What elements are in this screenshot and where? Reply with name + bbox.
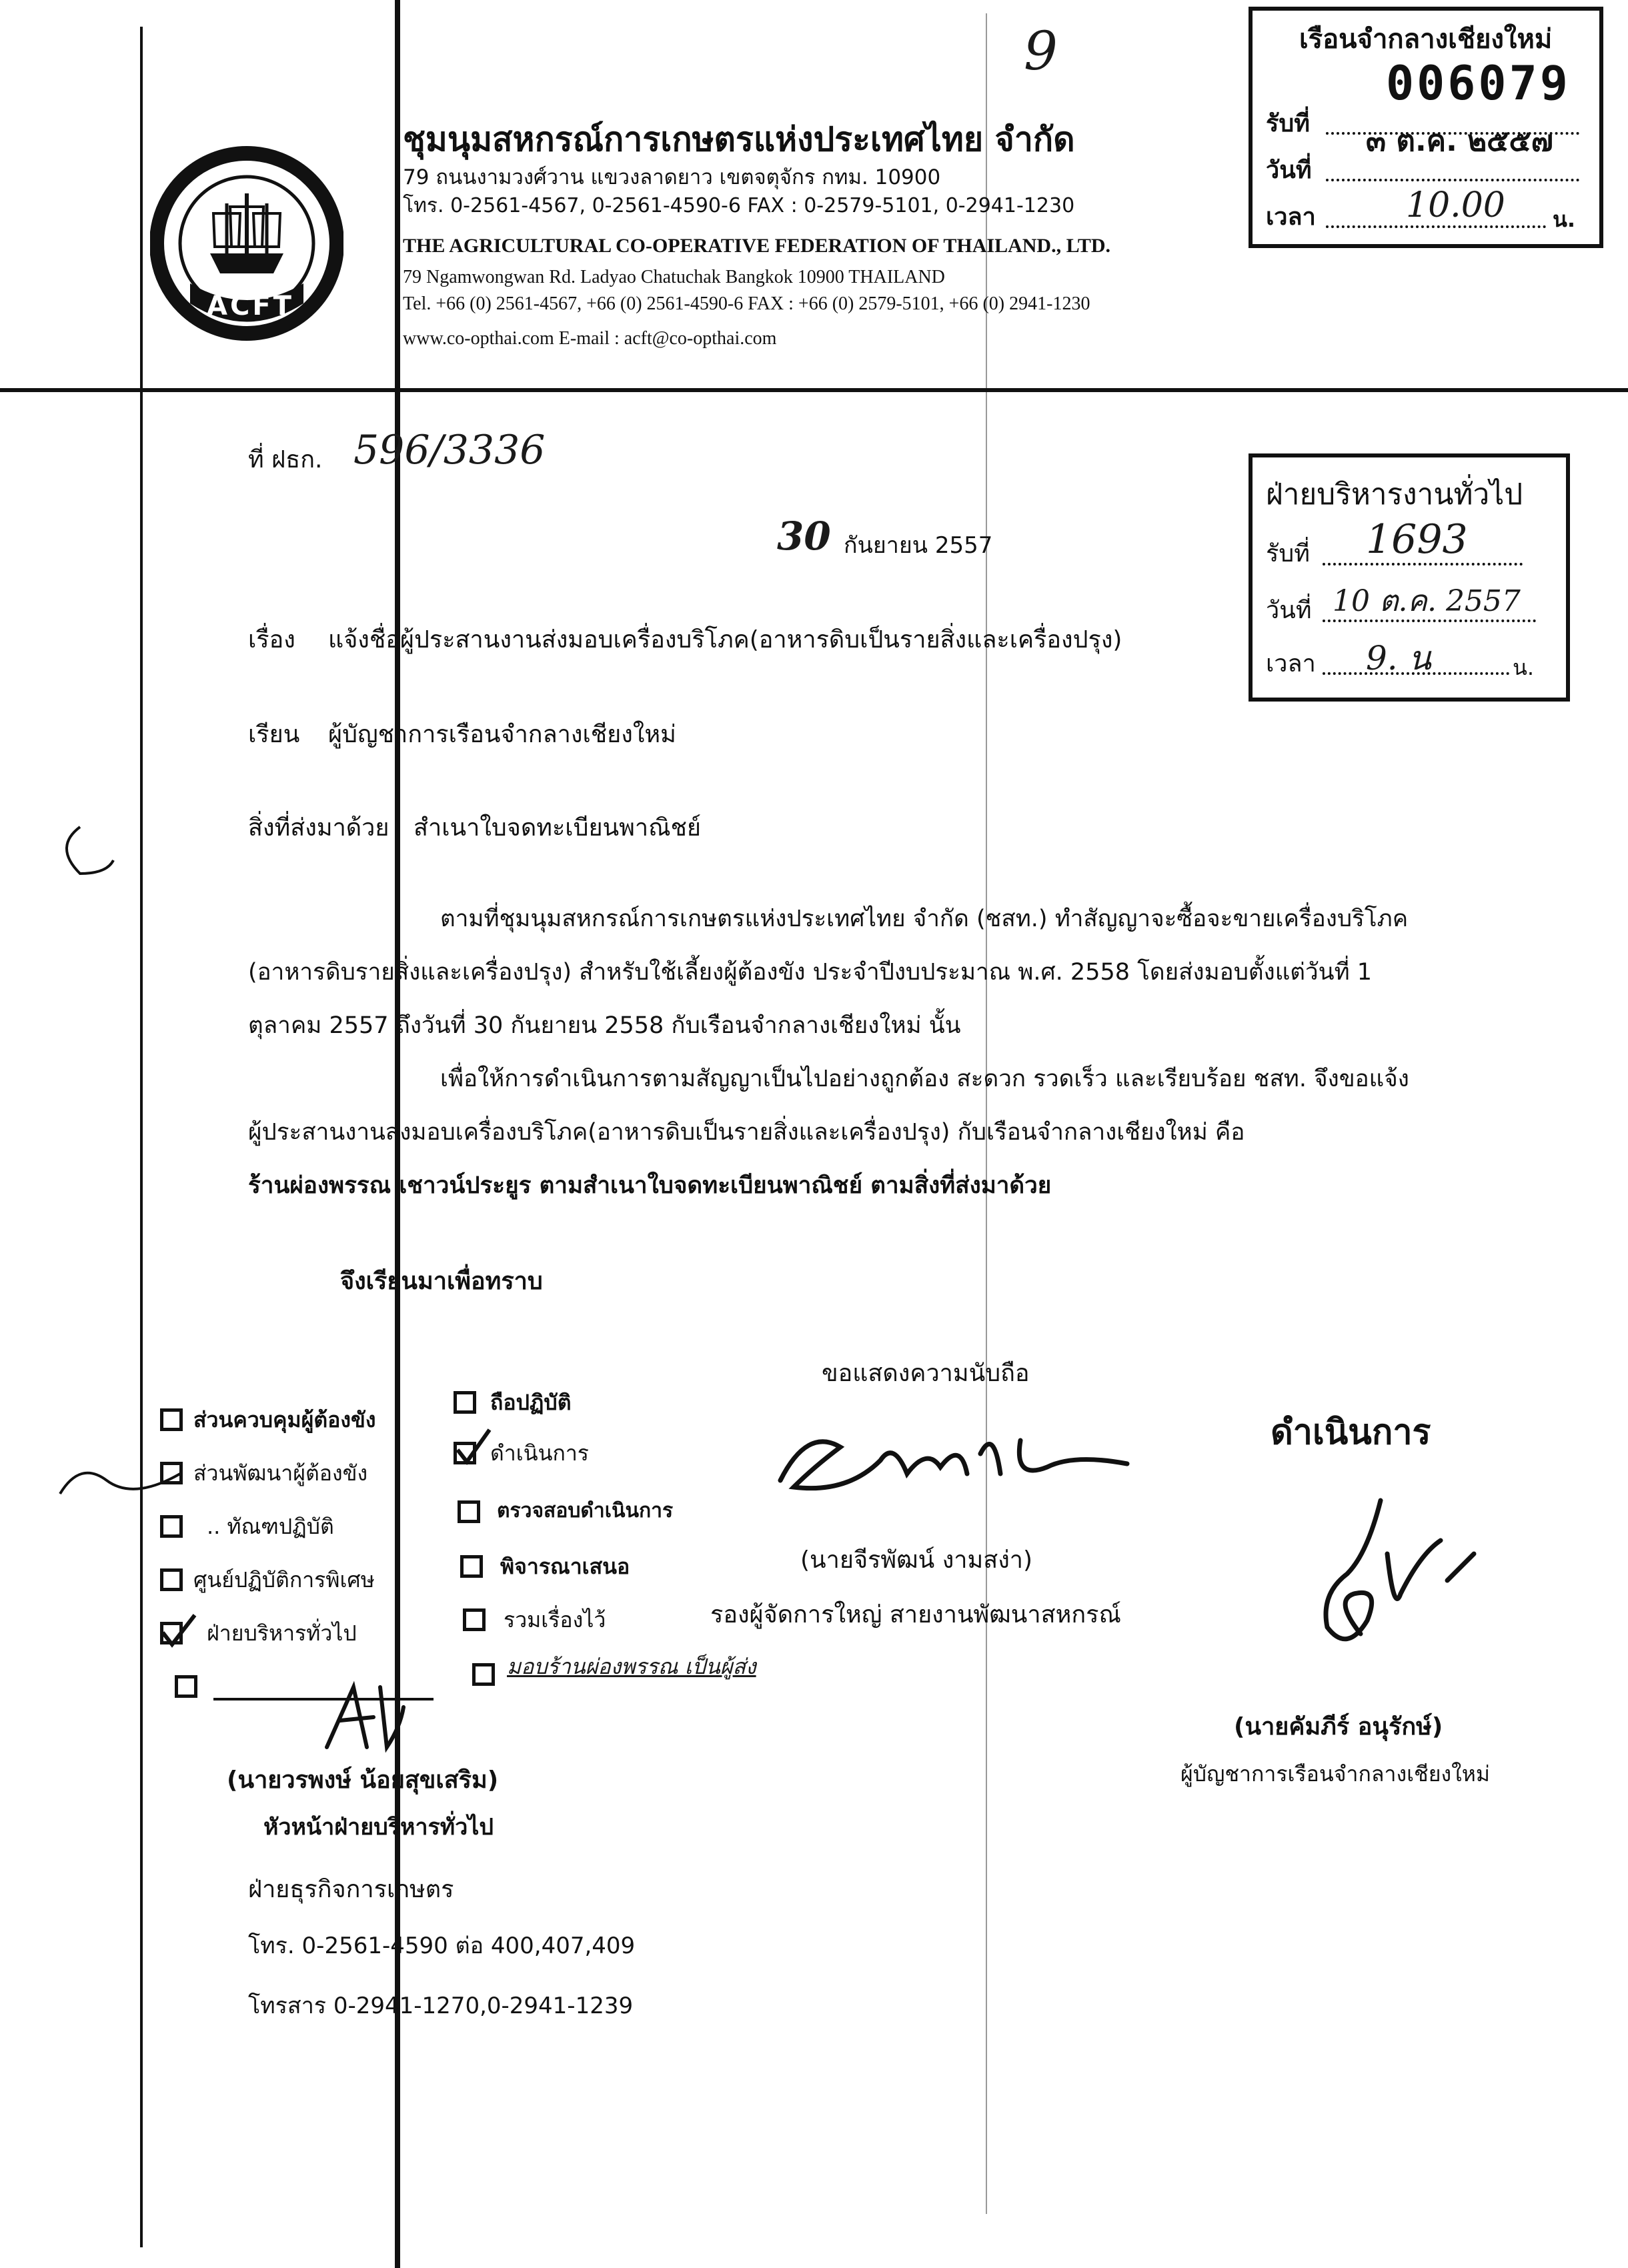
admin-stamp-line-date bbox=[1323, 620, 1536, 622]
signature-admin-head bbox=[313, 1680, 407, 1754]
routing-label-development: ส่วนพัฒนาผู้ต้องขัง bbox=[193, 1460, 368, 1486]
signer-name: (นายจีรพัฒน์ งามสง่า) bbox=[800, 1546, 1033, 1574]
body-para2-line1: เพื่อให้การดำเนินการตามสัญญาเป็นไปอย่างถูกต้อง สะดวก รวดเร็ว และเรียบร้อย ชสท. จึงขอแจ้ง bbox=[440, 1066, 1409, 1092]
body-para2-line2: ผู้ประสานงานส่งมอบเครื่องบริโภค(อาหารดิบเป็นรายสิ่งและเครื่องปรุง) กับเรือนจำกลางเชียงใหม่ คือ bbox=[248, 1119, 1245, 1146]
routing-checkbox-audit[interactable] bbox=[458, 1500, 480, 1523]
letter-date-rest: กันยายน 2557 bbox=[844, 532, 993, 559]
signer-title: รองผู้จัดการใหญ่ สายงานพัฒนาสหกรณ์ bbox=[710, 1601, 1121, 1628]
signature-deputy bbox=[767, 1400, 1140, 1507]
ref-value: 596/3336 bbox=[353, 427, 546, 473]
admin-stamp-time: 9. น bbox=[1366, 639, 1431, 678]
check-mark-icon bbox=[452, 1427, 492, 1467]
admin-head-name: (นายวรพงษ์ น้อยสุขเสริม) bbox=[227, 1767, 499, 1794]
org-address-en: 79 Ngamwongwan Rd. Ladyao Chatuchak Bangkok 10900 THAILAND bbox=[403, 267, 945, 287]
routing-checkbox-control[interactable] bbox=[160, 1408, 183, 1431]
routing-checkbox-consider[interactable] bbox=[460, 1555, 483, 1578]
org-web: www.co-opthai.com E-mail : acft@co-opthai.com bbox=[403, 328, 777, 349]
prison-stamp-time: 10.00 bbox=[1406, 185, 1505, 225]
org-phone-en: Tel. +66 (0) 2561-4567, +66 (0) 2561-4590-6 FAX : +66 (0) 2579-5101, +66 (0) 2941-1230 bbox=[403, 293, 1090, 314]
subject-label: เรื่อง bbox=[248, 626, 295, 654]
body-para1-line2: (อาหารดิบรายสิ่งและเครื่องปรุง) สำหรับใช้เลี้ยงผู้ต้องขัง ประจำปีงบประมาณ พ.ศ. 2558 โดยส่งมอบตั้งแต่วันที่ 1 bbox=[248, 959, 1373, 986]
prison-stamp-line-time bbox=[1326, 225, 1546, 228]
routing-label-special-ops: ศูนย์ปฏิบัติการพิเศษ bbox=[193, 1567, 375, 1592]
acft-logo bbox=[150, 140, 343, 360]
org-address-th: 79 ถนนงามวงศ์วาน แขวงลาดยาว เขตจตุจักร กทม. 10900 bbox=[403, 165, 941, 189]
to-text: ผู้บัญชาการเรือนจำกลางเชียงใหม่ bbox=[328, 721, 676, 748]
routing-label-control: ส่วนควบคุมผู้ต้องขัง bbox=[193, 1407, 376, 1432]
prison-stamp-number: 006079 bbox=[1386, 56, 1571, 111]
org-name-th: ชุมนุมสหกรณ์การเกษตรแห่งประเทศไทย จำกัด bbox=[403, 120, 1075, 159]
routing-checkbox-other[interactable] bbox=[472, 1663, 495, 1686]
check-mark-icon bbox=[157, 1612, 197, 1650]
director-title: ผู้บัญชาการเรือนจำกลางเชียงใหม่ bbox=[1180, 1761, 1490, 1787]
margin-scribble-top bbox=[40, 820, 120, 880]
body-para1-line3: ตุลาคม 2557 ถึงวันที่ 30 กันยายน 2558 กับเรือนจำกลางเชียงใหม่ นั้น bbox=[248, 1012, 961, 1039]
admin-stamp-line-no bbox=[1323, 563, 1523, 565]
routing-checkbox-file[interactable] bbox=[463, 1608, 486, 1631]
prison-stamp-line-date bbox=[1326, 179, 1579, 181]
admin-receive-stamp bbox=[1249, 453, 1570, 702]
letter-date-day: 30 bbox=[777, 513, 831, 559]
routing-label-comply: ถือปฏิบัติ bbox=[490, 1390, 572, 1415]
routing-label-consider: พิจารณาเสนอ bbox=[500, 1554, 630, 1579]
binding-line-left bbox=[140, 27, 143, 2247]
contact-phone: โทร. 0-2561-4590 ต่อ 400,407,409 bbox=[248, 1933, 636, 1959]
admin-stamp-label-time: เวลา bbox=[1266, 650, 1316, 678]
regards-text: ขอแสดงความนับถือ bbox=[822, 1360, 1030, 1387]
page-number: 9 bbox=[1024, 20, 1058, 82]
enclosure-label: สิ่งที่ส่งมาด้วย bbox=[248, 814, 389, 842]
admin-stamp-label-date: วันที่ bbox=[1266, 597, 1312, 624]
routing-label-corrections: .. ทัณฑปฏิบัติ bbox=[207, 1514, 334, 1539]
header-rule bbox=[0, 388, 1628, 392]
logo-text: ACFT bbox=[207, 291, 294, 321]
routing-label-file: รวมเรื่องไว้ bbox=[504, 1607, 606, 1632]
routing-checkbox-special-ops[interactable] bbox=[160, 1568, 183, 1591]
ref-label: ที่ ฝธก. bbox=[248, 446, 323, 473]
prison-stamp-label-time: เวลา bbox=[1266, 203, 1316, 231]
signature-director bbox=[1307, 1494, 1481, 1654]
body-para1-line1: ตามที่ชุมนุมสหกรณ์การเกษตรแห่งประเทศไทย จำกัด (ชสท.) ทำสัญญาจะซื้อจะขายเครื่องบริโภค bbox=[440, 906, 1409, 932]
contact-dept: ฝ่ายธุรกิจการเกษตร bbox=[248, 1876, 454, 1903]
enclosure-text: สำเนาใบจดทะเบียนพาณิชย์ bbox=[414, 814, 702, 842]
routing-label-audit: ตรวจสอบดำเนินการ bbox=[497, 1499, 674, 1522]
routing-checkbox-blank[interactable] bbox=[175, 1675, 197, 1698]
admin-stamp-title: ฝ่ายบริหารงานทั่วไป bbox=[1266, 477, 1523, 511]
routing-label-admin: ฝ่ายบริหารทั่วไป bbox=[207, 1620, 357, 1646]
prison-stamp-label-no: รับที่ bbox=[1266, 110, 1310, 137]
director-name: (นายคัมภีร์ อนุรักษ์) bbox=[1234, 1713, 1443, 1741]
director-action: ดำเนินการ bbox=[1271, 1412, 1431, 1452]
org-phone-th: โทร. 0-2561-4567, 0-2561-4590-6 FAX : 0-2579-5101, 0-2941-1230 bbox=[403, 194, 1075, 217]
routing-label-proceed: ดำเนินการ bbox=[490, 1440, 589, 1466]
prison-stamp-date: ๓ ต.ค. ๒๕๕๗ bbox=[1366, 124, 1553, 158]
admin-stamp-label-no: รับที่ bbox=[1266, 540, 1310, 568]
prison-stamp-title: เรือนจำกลางเชียงใหม่ bbox=[1299, 24, 1553, 55]
margin-scribble-bottom bbox=[53, 1454, 187, 1507]
admin-head-title: หัวหน้าฝ่ายบริหารทั่วไป bbox=[263, 1814, 494, 1841]
routing-checkbox-corrections[interactable] bbox=[160, 1515, 183, 1538]
contact-fax: โทรสาร 0-2941-1270,0-2941-1239 bbox=[248, 1993, 634, 2019]
org-name-en: THE AGRICULTURAL CO-OPERATIVE FEDERATION OF THAILAND., LTD. bbox=[403, 235, 1111, 257]
prison-receive-stamp bbox=[1249, 7, 1603, 248]
closing-text: จึงเรียนมาเพื่อทราบ bbox=[340, 1268, 543, 1295]
to-label: เรียน bbox=[248, 721, 300, 748]
routing-checkbox-comply[interactable] bbox=[454, 1391, 476, 1414]
admin-stamp-line-time bbox=[1323, 672, 1509, 675]
admin-stamp-date: 10 ต.ค. 2557 bbox=[1333, 584, 1521, 618]
prison-stamp-time-unit: น. bbox=[1553, 207, 1576, 232]
admin-stamp-time-unit: น. bbox=[1513, 655, 1535, 680]
handwritten-note: มอบร้านผ่องพรรณ เป็นผู้ส่ง bbox=[507, 1654, 756, 1679]
subject-text: แจ้งชื่อผู้ประสานงานส่งมอบเครื่องบริโภค(อาหารดิบเป็นรายสิ่งและเครื่องปรุง) bbox=[328, 626, 1122, 654]
prison-stamp-label-date: วันที่ bbox=[1266, 157, 1312, 184]
admin-stamp-number: 1693 bbox=[1366, 516, 1468, 563]
body-para2-line3: ร้านผ่องพรรณ เชาวน์ประยูร ตามสำเนาใบจดทะเบียนพาณิชย์ ตามสิ่งที่ส่งมาด้วย bbox=[248, 1172, 1052, 1199]
